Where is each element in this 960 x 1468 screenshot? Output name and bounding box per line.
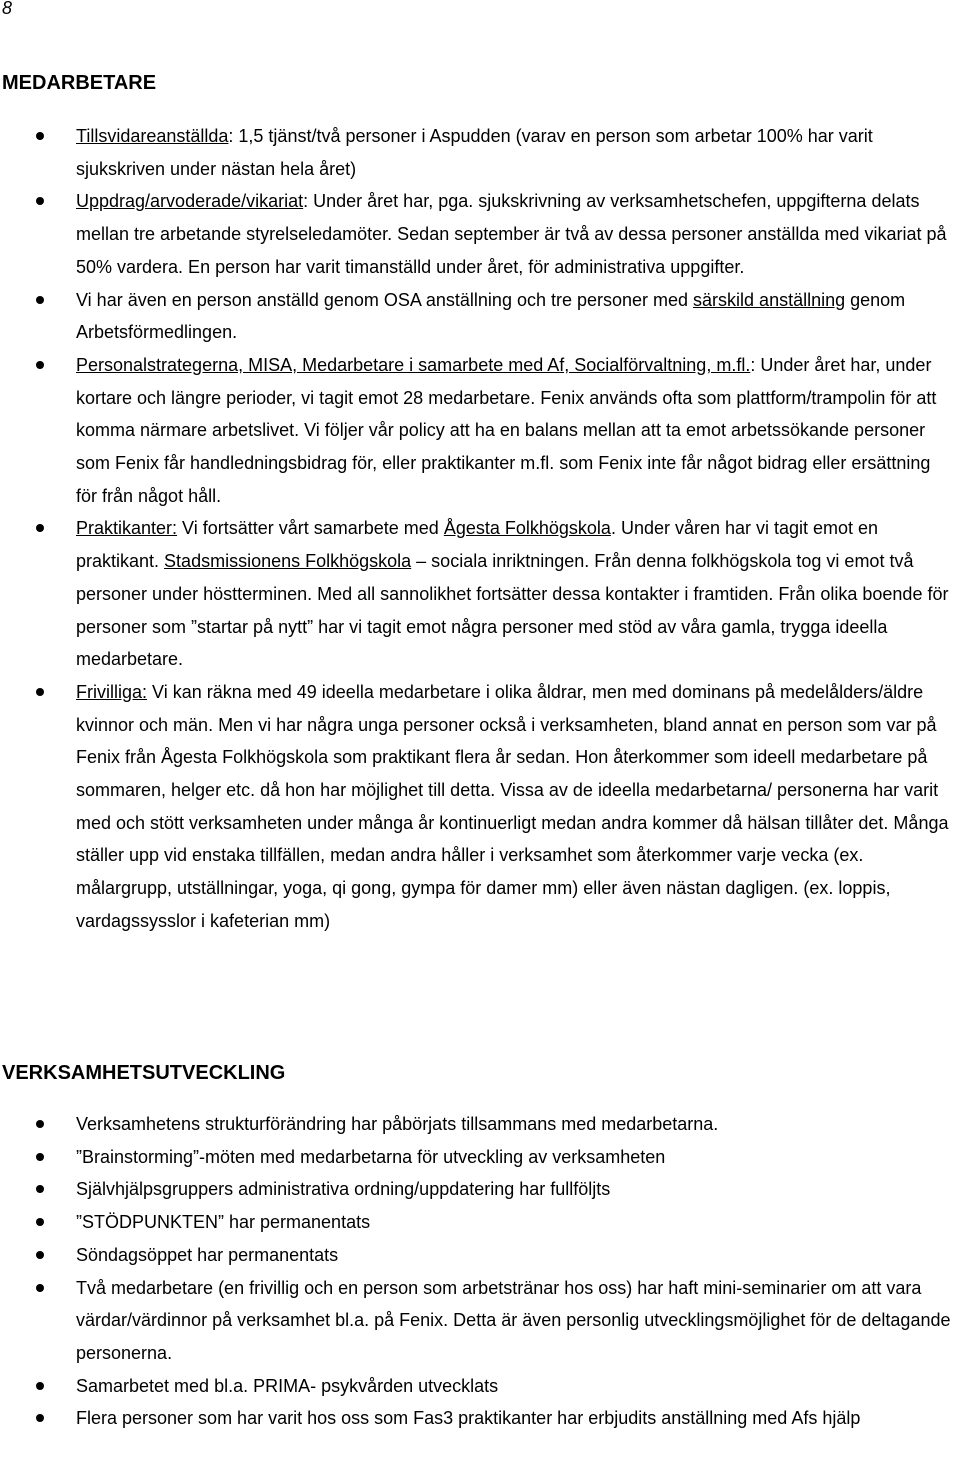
item-text: ”STÖDPUNKTEN” har permanentats [76,1212,371,1233]
bullet-icon [36,296,44,304]
medarbetare-list [0,120,960,938]
list-item [0,1402,960,1435]
item-text: Söndagsöppet har permanentats [76,1244,339,1265]
bullet-icon [36,132,44,140]
list-item [0,1141,960,1174]
bullet-icon [36,688,44,696]
item-text: : Under året har, pga. sjukskrivning av verksamhetschefen, uppgifterna delats mellan tre arbetande styrelseledamöter. Sedan september är två av dessa personer anställda med vikariat på 50% vardera. En person har varit timanställd under året, för administrativa uppgifter. [76,191,947,277]
list-item [0,512,960,676]
item-text: Vi har även en person anställd genom OSA anställning och tre personer med [76,289,694,310]
item-text: : 1,5 tjänst/två personer i Aspudden (varav en person som arbetar 100% har varit sjukskriven under nästan hela året) [76,126,873,179]
list-item [0,120,960,185]
section-heading-medarbetare: MEDARBETARE [2,72,157,94]
item-text: genom Arbetsförmedlingen. [76,289,906,343]
list-item [0,1108,960,1141]
item-underlined: Stadsmissionens Folkhögskola [164,551,412,572]
item-text: Vi fortsätter vårt samarbete med [177,518,444,539]
item-label: Uppdrag/arvoderade/vikariat [76,191,304,212]
item-text: ”Brainstorming”-möten med medarbetarna för utveckling av verksamheten [76,1146,666,1167]
list-item [0,676,960,938]
item-text: Samarbetet med bl.a. PRIMA- psykvården utvecklats [76,1375,499,1396]
item-text: Flera personer som har varit hos oss som Fas3 praktikanter har erbjudits anställning med Afs hjälp [76,1408,861,1429]
list-item [0,1370,960,1403]
list-item [0,1239,960,1272]
item-underlined: särskild anställning [693,289,846,310]
item-text: . Under våren har vi tagit emot en praktikant. [76,518,879,572]
item-text: Vi kan räkna med 49 ideella medarbetare i olika åldrar, men med dominans på medelålders/äldre kvinnor och män. Men vi har några unga personer också i verksamheten, bland annat en person som var på Fenix från Ågesta Folkhögskola som praktikant flera år sedan. Hon återkommer som ideell medarbetare på sommaren, helger etc. då hon har möjlighet till detta. Vissa av de ideella medarbetarna/ personerna har varit med och stött verksamheten under många år kontinuerligt medan andra kommer då hälsan tillåter det. Många ställer upp vid enstaka tillfällen, medan andra håller i verksamhet som återkommer varje vecka (ex. målargrupp, utställningar, yoga, qi gong, gympa för damer mm) eller även nästan dagligen. (ex. loppis, vardagssysslor i kafeterian mm) [76,681,949,931]
section-heading-verksamhetsutveckling: VERKSAMHETSUTVECKLING [2,1062,286,1084]
item-text: Självhjälpsgruppers administrativa ordning/uppdatering har fullföljts [76,1179,611,1200]
bullet-icon [36,1414,44,1422]
item-label: Praktikanter: [76,518,178,539]
bullet-icon [36,1251,44,1259]
verksamhetsutveckling-list [0,1108,960,1435]
item-text: : Under året har, under kortare och längre perioder, vi tagit emot 28 medarbetare. Fenix används ofta som plattform/trampolin för att komma närmare arbetslivet. Vi följer vår policy att ha en balans mellan att ta emot arbetssökande personer som Fenix får handledningsbidrag för, eller praktikanter m.fl. som Fenix inte får något bidrag eller ersättning för från något håll. [76,354,937,506]
item-label: Frivilliga: [76,681,148,702]
item-text: Verksamhetens strukturförändring har påbörjats tillsammans med medarbetarna. [76,1114,719,1134]
item-underlined: Ågesta Folkhögskola [443,518,611,539]
bullet-icon [36,1120,44,1128]
page-number: 8 [2,0,13,18]
bullet-icon [36,361,44,369]
item-text: Två medarbetare (en frivillig och en person som arbetstränar hos oss) har haft mini-seminarier om att vara värdar/värdinnor på verksamhet bl.a. på Fenix. Detta är även personlig utvecklingsmöjlighet för de deltagande personerna. [76,1277,951,1363]
list-item [0,349,960,513]
item-text: – sociala inriktningen. Från denna folkhögskola tog vi emot två personer under höstterminen. Med all sannolikhet fortsätter dessa kontakter i framtiden. Från olika boende för personer som ”startar på nytt” har vi tagit emot några personer med stöd av våra gamla, trygga ideella medarbetare. [76,551,949,670]
bullet-icon [36,1218,44,1226]
list-item [0,185,960,283]
bullet-icon [36,1185,44,1193]
bullet-icon [36,524,44,532]
item-label: Tillsvidareanställda [76,126,229,146]
bullet-icon [36,1382,44,1390]
bullet-icon [36,1284,44,1292]
list-item [0,1272,960,1370]
bullet-icon [36,1153,44,1161]
bullet-icon [36,197,44,205]
list-item [0,1173,960,1206]
list-item [0,284,960,349]
item-label: Personalstrategerna, MISA, Medarbetare i samarbete med Af, Socialförvaltning, m.fl. [76,354,751,375]
list-item [0,1206,960,1239]
